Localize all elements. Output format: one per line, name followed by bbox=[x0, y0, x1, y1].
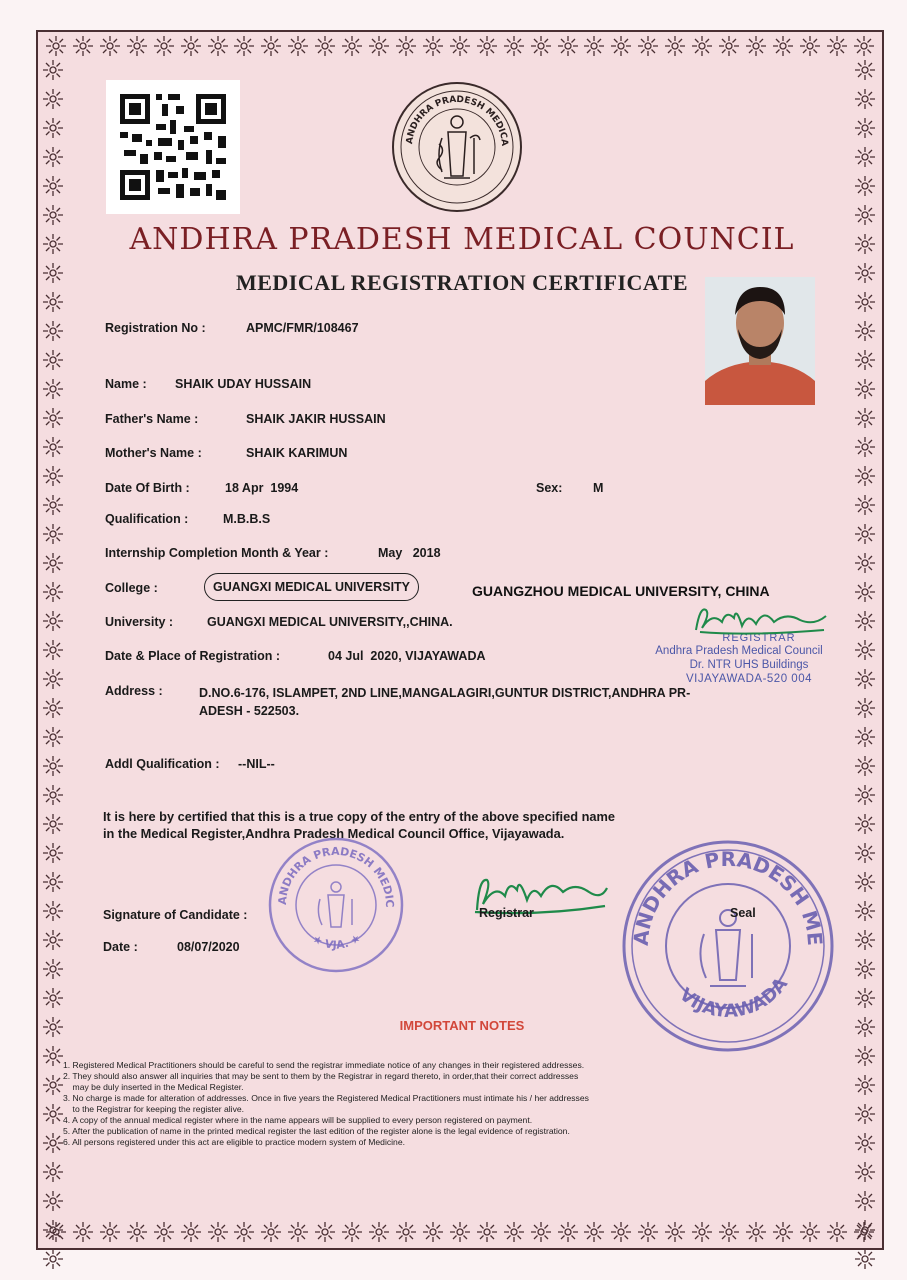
ornament-icon bbox=[41, 145, 67, 174]
ornament-icon bbox=[394, 1220, 418, 1246]
certification-line-2: in the Medical Register,Andhra Pradesh Medical Council Office, Vijayawada. bbox=[103, 826, 565, 841]
registration-date-value: 04 Jul 2020, VIJAYAWADA bbox=[328, 649, 486, 663]
ornament-icon bbox=[582, 34, 606, 60]
ornament-icon bbox=[502, 1220, 526, 1246]
sex-value: M bbox=[593, 481, 604, 495]
ornament-icon bbox=[41, 1160, 67, 1189]
ornament-icon bbox=[771, 34, 795, 60]
ornament-icon bbox=[798, 1220, 822, 1246]
addl-qualification-value: --NIL-- bbox=[238, 757, 275, 771]
college-extra-value: GUANGZHOU MEDICAL UNIVERSITY, CHINA bbox=[472, 583, 770, 599]
certification-line-1: It is here by certified that this is a true copy of the entry of the above specified name bbox=[103, 809, 616, 824]
person-photo-icon bbox=[705, 277, 815, 405]
note-item-2-cont: may be duly inserted in the Medical Register. bbox=[63, 1082, 244, 1092]
svg-text:VIJAYAWADA bbox=[675, 974, 792, 1022]
ornament-icon bbox=[41, 522, 67, 551]
ornament-icon bbox=[853, 870, 879, 899]
ornament-icon bbox=[582, 1220, 606, 1246]
ornament-icon bbox=[394, 34, 418, 60]
ornament-icon bbox=[853, 986, 879, 1015]
ornament-icon bbox=[853, 1189, 879, 1218]
ornament-icon bbox=[636, 34, 660, 60]
university-label: University : bbox=[105, 615, 174, 629]
ornament-icon bbox=[853, 348, 879, 377]
ornament-icon bbox=[636, 1220, 660, 1246]
emblem-text: ANDHRA PRADESH MEDICA bbox=[405, 94, 510, 147]
candidate-photo bbox=[705, 277, 815, 405]
mother-name-label: Mother's Name : bbox=[105, 446, 202, 460]
registration-date-label: Date & Place of Registration : bbox=[105, 649, 281, 663]
council-emblem bbox=[390, 80, 524, 214]
qr-code bbox=[106, 80, 240, 214]
ornament-icon bbox=[41, 783, 67, 812]
ornament-icon bbox=[41, 609, 67, 638]
qualification-value: M.B.B.S bbox=[223, 512, 271, 526]
ornament-icon bbox=[286, 34, 310, 60]
ornament-icon bbox=[717, 1220, 741, 1246]
college-value: GUANGXI MEDICAL UNIVERSITY bbox=[204, 573, 419, 601]
ornament-icon bbox=[232, 34, 256, 60]
ornament-icon bbox=[663, 1220, 687, 1246]
ornament-icon bbox=[853, 145, 879, 174]
svg-text:ANDHRA PRADESH MEDICAL COUNCIL bbox=[266, 835, 396, 908]
ornament-icon bbox=[690, 34, 714, 60]
ornament-icon bbox=[179, 1220, 203, 1246]
ornament-icon bbox=[41, 551, 67, 580]
ornament-icon bbox=[98, 34, 122, 60]
date-value: 08/07/2020 bbox=[177, 940, 240, 954]
ornament-icon bbox=[41, 319, 67, 348]
ornament-icon bbox=[853, 377, 879, 406]
ornament-icon bbox=[125, 1220, 149, 1246]
ornament-icon bbox=[340, 34, 364, 60]
ornament-icon bbox=[853, 406, 879, 435]
ornament-icon bbox=[853, 1160, 879, 1189]
ornament-icon bbox=[41, 928, 67, 957]
date-label: Date : bbox=[103, 940, 138, 954]
ornament-icon bbox=[853, 435, 879, 464]
ornament-icon bbox=[206, 34, 230, 60]
ornament-icon bbox=[367, 1220, 391, 1246]
ornament-icon bbox=[475, 1220, 499, 1246]
ornament-icon bbox=[448, 34, 472, 60]
important-notes-list bbox=[63, 1060, 833, 1148]
ornament-icon bbox=[771, 1220, 795, 1246]
ornament-border-top bbox=[38, 34, 882, 60]
ornament-icon bbox=[41, 986, 67, 1015]
svg-text:★ VJA. ★ bbox=[310, 931, 363, 951]
ornament-icon bbox=[313, 34, 337, 60]
ornament-border-bottom bbox=[38, 1220, 882, 1246]
ornament-icon bbox=[41, 1189, 67, 1218]
note-item-1: 1. Registered Medical Practitioners should be careful to send the registrar immediate notice of any changes in their registered addresses. bbox=[63, 1060, 585, 1070]
ornament-icon bbox=[41, 87, 67, 116]
ornament-icon bbox=[717, 34, 741, 60]
ornament-icon bbox=[41, 899, 67, 928]
ornament-icon bbox=[853, 1073, 879, 1102]
note-item-5: 5. After the publication of name in the printed medical register the last edition of the register alone is the legal evidence of registration. bbox=[63, 1126, 570, 1136]
father-name-label: Father's Name : bbox=[105, 412, 199, 426]
ornament-icon bbox=[41, 812, 67, 841]
small-seal-text: ANDHRA PRADESH MEDIC bbox=[275, 844, 397, 908]
ornament-icon bbox=[41, 754, 67, 783]
registrar-signature-icon bbox=[692, 602, 832, 642]
ornament-icon bbox=[41, 116, 67, 145]
registrar-stamp bbox=[634, 614, 844, 686]
seal-icon bbox=[266, 835, 406, 975]
ornament-icon bbox=[853, 609, 879, 638]
ornament-icon bbox=[690, 1220, 714, 1246]
ornament-icon bbox=[41, 841, 67, 870]
internship-label: Internship Completion Month & Year : bbox=[105, 546, 329, 560]
addl-qualification-label: Addl Qualification : bbox=[105, 757, 220, 771]
ornament-icon bbox=[853, 638, 879, 667]
ornament-icon bbox=[448, 1220, 472, 1246]
medical-emblem-icon bbox=[390, 80, 524, 214]
ornament-icon bbox=[41, 580, 67, 609]
ornament-icon bbox=[41, 435, 67, 464]
ornament-icon bbox=[259, 1220, 283, 1246]
certificate-sheet bbox=[36, 30, 884, 1250]
ornament-icon bbox=[421, 1220, 445, 1246]
ornament-icon bbox=[556, 1220, 580, 1246]
ornament-icon bbox=[853, 493, 879, 522]
stamp-registrar: REGISTRAR bbox=[722, 632, 796, 644]
ornament-icon bbox=[853, 87, 879, 116]
note-item-2: 2. They should also answer all inquiries that may be sent to them by the Registrar in regard thereto, in order,that their correct addresses bbox=[63, 1071, 579, 1081]
important-notes-heading: IMPORTANT NOTES bbox=[399, 1018, 525, 1033]
ornament-icon bbox=[529, 34, 553, 60]
mother-name-value: SHAIK KARIMUN bbox=[246, 446, 348, 460]
ornament-icon bbox=[744, 1220, 768, 1246]
ornament-icon bbox=[853, 522, 879, 551]
certificate-title: MEDICAL REGISTRATION CERTIFICATE bbox=[235, 270, 689, 295]
ornament-icon bbox=[41, 174, 67, 203]
ornament-icon bbox=[41, 464, 67, 493]
ornament-icon bbox=[41, 957, 67, 986]
ornament-icon bbox=[232, 1220, 256, 1246]
ornament-icon bbox=[152, 34, 176, 60]
ornament-icon bbox=[41, 667, 67, 696]
note-item-4: 4. A copy of the annual medical register where in the name appears will be supplied to every person registered on payment. bbox=[63, 1115, 533, 1125]
stamp-city: VIJAYAWADA-520 004 bbox=[686, 673, 812, 685]
ornament-icon bbox=[41, 1218, 67, 1247]
ornament-icon bbox=[609, 1220, 633, 1246]
ornament-icon bbox=[179, 34, 203, 60]
council-title: ANDHRA PRADESH MEDICAL COUNCIL bbox=[129, 222, 795, 257]
ornament-icon bbox=[41, 638, 67, 667]
ornament-icon bbox=[259, 34, 283, 60]
sex-label: Sex: bbox=[536, 481, 563, 495]
ornament-icon bbox=[41, 1247, 67, 1276]
registration-no-label: Registration No : bbox=[105, 321, 206, 335]
ornament-icon bbox=[853, 464, 879, 493]
seal-label: Seal bbox=[730, 906, 756, 920]
note-item-6: 6. All persons registered under this act are eligible to practice modern system of Medicine. bbox=[63, 1137, 406, 1147]
note-item-3: 3. No charge is made for alteration of addresses. Once in five years the Registered Medical Practitioners must intimate his / her addresses bbox=[63, 1093, 589, 1103]
address-line-2: ADESH - 522503. bbox=[199, 704, 300, 718]
ornament-icon bbox=[825, 1220, 849, 1246]
ornament-icon bbox=[853, 957, 879, 986]
ornament-icon bbox=[556, 34, 580, 60]
ornament-icon bbox=[41, 377, 67, 406]
ornament-icon bbox=[41, 725, 67, 754]
ornament-icon bbox=[853, 174, 879, 203]
ornament-icon bbox=[41, 870, 67, 899]
ornament-icon bbox=[853, 667, 879, 696]
ornament-icon bbox=[853, 812, 879, 841]
ornament-icon bbox=[853, 783, 879, 812]
ornament-icon bbox=[475, 34, 499, 60]
name-label: Name : bbox=[105, 377, 147, 391]
ornament-icon bbox=[206, 1220, 230, 1246]
registrar-label: Registrar bbox=[479, 906, 534, 920]
ornament-icon bbox=[853, 841, 879, 870]
qr-code-icon bbox=[106, 80, 240, 214]
signature-candidate-label: Signature of Candidate : bbox=[103, 908, 248, 922]
ornament-icon bbox=[853, 725, 879, 754]
ornament-icon bbox=[853, 116, 879, 145]
note-item-3-cont: to the Registrar for keeping the register alive. bbox=[63, 1104, 245, 1114]
ornament-icon bbox=[125, 34, 149, 60]
ornament-icon bbox=[853, 1044, 879, 1073]
ornament-icon bbox=[853, 1218, 879, 1247]
ornament-icon bbox=[340, 1220, 364, 1246]
ornament-icon bbox=[853, 580, 879, 609]
ornament-icon bbox=[529, 1220, 553, 1246]
ornament-icon bbox=[853, 1102, 879, 1131]
ornament-icon bbox=[286, 1220, 310, 1246]
ornament-icon bbox=[421, 34, 445, 60]
ornament-icon bbox=[853, 696, 879, 725]
large-seal-place: VIJAYAWADA bbox=[675, 973, 793, 1023]
ornament-icon bbox=[853, 551, 879, 580]
stamp-building: Dr. NTR UHS Buildings bbox=[689, 659, 809, 671]
ornament-icon bbox=[609, 34, 633, 60]
internship-value: May 2018 bbox=[378, 546, 441, 560]
ornament-icon bbox=[41, 58, 67, 87]
ornament-icon bbox=[41, 493, 67, 522]
ornament-icon bbox=[853, 899, 879, 928]
dob-value: 18 Apr 1994 bbox=[225, 481, 299, 495]
ornament-icon bbox=[853, 754, 879, 783]
ornament-icon bbox=[313, 1220, 337, 1246]
ornament-icon bbox=[825, 34, 849, 60]
father-name-value: SHAIK JAKIR HUSSAIN bbox=[246, 412, 386, 426]
registration-no-value: APMC/FMR/108467 bbox=[246, 321, 359, 335]
ornament-icon bbox=[98, 1220, 122, 1246]
small-seal-place: ★ VJA. ★ bbox=[310, 931, 364, 952]
ornament-icon bbox=[44, 34, 68, 60]
college-label: College : bbox=[105, 581, 158, 595]
address-line-1: D.NO.6-176, ISLAMPET, 2ND LINE,MANGALAGIRI,GUNTUR DISTRICT,ANDHRA PR- bbox=[199, 686, 691, 700]
ornament-icon bbox=[71, 1220, 95, 1246]
ornament-icon bbox=[71, 34, 95, 60]
ornament-icon bbox=[852, 34, 876, 60]
ornament-icon bbox=[152, 1220, 176, 1246]
ornament-icon bbox=[853, 1131, 879, 1160]
name-value: SHAIK UDAY HUSSAIN bbox=[175, 377, 312, 391]
small-seal bbox=[266, 835, 406, 975]
stamp-council: Andhra Pradesh Medical Council bbox=[655, 645, 823, 657]
ornament-icon bbox=[367, 34, 391, 60]
ornament-icon bbox=[853, 1247, 879, 1276]
qualification-label: Qualification : bbox=[105, 512, 189, 526]
ornament-icon bbox=[41, 696, 67, 725]
ornament-icon bbox=[502, 34, 526, 60]
university-value: GUANGXI MEDICAL UNIVERSITY,,CHINA. bbox=[207, 615, 453, 629]
ornament-icon bbox=[663, 34, 687, 60]
dob-label: Date Of Birth : bbox=[105, 481, 190, 495]
large-seal-text: ANDHRA PRADESH ME bbox=[628, 846, 828, 947]
ornament-icon bbox=[41, 348, 67, 377]
ornament-icon bbox=[853, 928, 879, 957]
address-label: Address : bbox=[105, 684, 163, 698]
ornament-icon bbox=[798, 34, 822, 60]
ornament-icon bbox=[853, 58, 879, 87]
ornament-icon bbox=[853, 319, 879, 348]
ornament-icon bbox=[744, 34, 768, 60]
ornament-icon bbox=[41, 406, 67, 435]
